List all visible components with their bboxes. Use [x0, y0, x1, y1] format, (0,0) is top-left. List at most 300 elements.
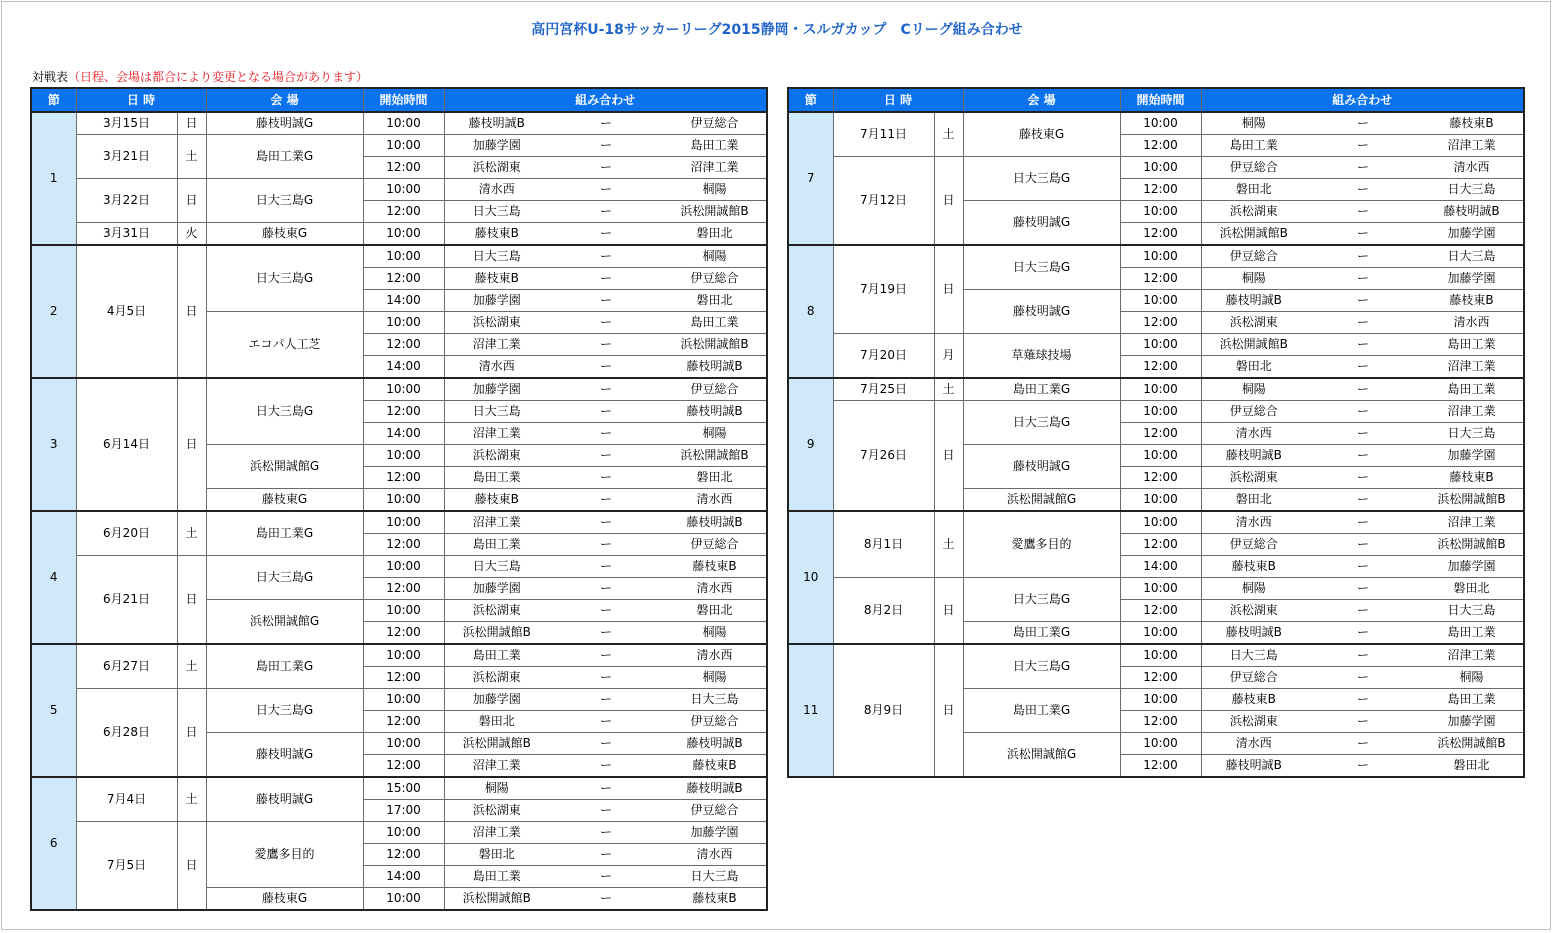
kickoff-time: 12:00: [363, 467, 444, 489]
round-number: 1: [31, 112, 76, 245]
match-weekday: 日: [177, 556, 206, 645]
home-team: 伊豆総合: [1201, 401, 1306, 423]
kickoff-time: 12:00: [1120, 312, 1201, 334]
kickoff-time: 12:00: [1120, 423, 1201, 445]
match-weekday: 日: [934, 157, 963, 246]
away-team: 桐陽: [663, 423, 767, 445]
home-team: 島田工業: [444, 467, 549, 489]
kickoff-time: 10:00: [1120, 622, 1201, 645]
kickoff-time: 12:00: [1120, 223, 1201, 246]
match-date: 3月21日: [76, 135, 177, 179]
match-row: [31, 822, 767, 844]
match-row: [788, 245, 1524, 268]
venue-name: 日大三島G: [206, 245, 363, 312]
away-team: 清水西: [663, 489, 767, 512]
home-team: 日大三島: [444, 245, 549, 268]
away-team: 島田工業: [1420, 378, 1524, 401]
versus-dash: ー: [1306, 689, 1420, 711]
match-row: [788, 157, 1524, 179]
versus-dash: ー: [1306, 378, 1420, 401]
versus-dash: ー: [1306, 135, 1420, 157]
venue-name: 浜松開誠館G: [206, 600, 363, 645]
versus-dash: ー: [1306, 223, 1420, 246]
away-team: 沼津工業: [663, 157, 767, 179]
away-team: 藤枝明誠B: [663, 511, 767, 534]
versus-dash: ー: [1306, 755, 1420, 778]
away-team: 磐田北: [663, 600, 767, 622]
kickoff-time: 12:00: [363, 578, 444, 600]
kickoff-time: 14:00: [363, 866, 444, 888]
match-weekday: 火: [177, 223, 206, 246]
kickoff-time: 10:00: [1120, 733, 1201, 755]
venue-name: 日大三島G: [963, 401, 1120, 445]
home-team: 沼津工業: [444, 755, 549, 778]
home-team: 桐陽: [1201, 578, 1306, 600]
kickoff-time: 12:00: [363, 667, 444, 689]
away-team: 伊豆総合: [663, 800, 767, 822]
away-team: 伊豆総合: [663, 378, 767, 401]
away-team: 藤枝東B: [663, 556, 767, 578]
versus-dash: ー: [1306, 356, 1420, 379]
kickoff-time: 12:00: [1120, 755, 1201, 778]
versus-dash: ー: [1306, 534, 1420, 556]
home-team: 日大三島: [1201, 644, 1306, 667]
round-number: 11: [788, 644, 833, 777]
venue-name: 藤枝明誠G: [963, 201, 1120, 246]
versus-dash: ー: [1306, 445, 1420, 467]
home-team: 藤枝明誠B: [444, 112, 549, 135]
venue-name: 島田工業G: [963, 622, 1120, 645]
header-row: [31, 88, 767, 112]
kickoff-time: 15:00: [363, 777, 444, 800]
match-date: 7月19日: [833, 245, 934, 334]
home-team: 磐田北: [1201, 489, 1306, 512]
away-team: 藤枝明誠B: [1420, 201, 1524, 223]
match-date: 3月22日: [76, 179, 177, 223]
away-team: 清水西: [1420, 157, 1524, 179]
home-team: 日大三島: [444, 401, 549, 423]
versus-dash: ー: [1306, 489, 1420, 512]
home-team: 清水西: [444, 356, 549, 379]
venue-name: 藤枝明誠G: [963, 290, 1120, 334]
home-team: 浜松開誠館B: [1201, 223, 1306, 246]
kickoff-time: 12:00: [363, 534, 444, 556]
match-weekday: 土: [177, 644, 206, 689]
match-date: 6月14日: [76, 378, 177, 511]
home-team: 日大三島: [444, 201, 549, 223]
venue-name: 浜松開誠館G: [963, 733, 1120, 778]
venue-name: 愛鷹多目的: [963, 511, 1120, 578]
away-team: 加藤学園: [1420, 711, 1524, 733]
header-date: 日 時: [76, 88, 206, 112]
venue-name: 日大三島G: [206, 556, 363, 600]
home-team: 磐田北: [444, 844, 549, 866]
match-weekday: 土: [177, 135, 206, 179]
kickoff-time: 12:00: [1120, 179, 1201, 201]
home-team: 浜松開誠館B: [444, 622, 549, 645]
round-number: 7: [788, 112, 833, 245]
away-team: 清水西: [663, 644, 767, 667]
home-team: 藤枝東B: [1201, 556, 1306, 578]
home-team: 加藤学園: [444, 689, 549, 711]
kickoff-time: 10:00: [1120, 401, 1201, 423]
away-team: 藤枝明誠B: [663, 356, 767, 379]
header-round: 節: [31, 88, 76, 112]
kickoff-time: 10:00: [1120, 578, 1201, 600]
kickoff-time: 10:00: [363, 888, 444, 911]
home-team: 磐田北: [1201, 356, 1306, 379]
away-team: 磐田北: [663, 467, 767, 489]
home-team: 伊豆総合: [1201, 667, 1306, 689]
home-team: 浜松湖東: [1201, 467, 1306, 489]
away-team: 藤枝明誠B: [663, 733, 767, 755]
kickoff-time: 12:00: [363, 755, 444, 778]
home-team: 藤枝東B: [444, 489, 549, 512]
home-team: 藤枝明誠B: [1201, 290, 1306, 312]
match-date: 7月26日: [833, 401, 934, 512]
home-team: 伊豆総合: [1201, 245, 1306, 268]
versus-dash: ー: [549, 755, 663, 778]
versus-dash: ー: [549, 822, 663, 844]
venue-name: 島田工業G: [963, 378, 1120, 401]
kickoff-time: 10:00: [363, 245, 444, 268]
match-date: 6月20日: [76, 511, 177, 556]
match-date: 7月12日: [833, 157, 934, 246]
venue-name: 島田工業G: [963, 689, 1120, 733]
versus-dash: ー: [549, 290, 663, 312]
home-team: 桐陽: [1201, 112, 1306, 135]
versus-dash: ー: [549, 622, 663, 645]
header-date: 日 時: [833, 88, 963, 112]
kickoff-time: 17:00: [363, 800, 444, 822]
match-row: [31, 179, 767, 201]
kickoff-time: 10:00: [363, 600, 444, 622]
home-team: 伊豆総合: [1201, 157, 1306, 179]
match-row: [31, 777, 767, 800]
away-team: 加藤学園: [663, 822, 767, 844]
match-weekday: 日: [177, 378, 206, 511]
venue-name: 草薙球技場: [963, 334, 1120, 379]
match-row: [788, 334, 1524, 356]
match-row: [31, 245, 767, 268]
kickoff-time: 12:00: [1120, 135, 1201, 157]
kickoff-time: 10:00: [363, 179, 444, 201]
home-team: 浜松湖東: [444, 800, 549, 822]
table-caption: [32, 68, 368, 85]
kickoff-time: 10:00: [1120, 445, 1201, 467]
venue-name: 藤枝東G: [206, 888, 363, 911]
venue-name: 日大三島G: [206, 689, 363, 733]
home-team: 加藤学園: [444, 290, 549, 312]
venue-name: 日大三島G: [963, 157, 1120, 201]
home-team: 浜松湖東: [444, 667, 549, 689]
versus-dash: ー: [549, 489, 663, 512]
match-row: [31, 223, 767, 246]
versus-dash: ー: [549, 112, 663, 135]
kickoff-time: 12:00: [1120, 711, 1201, 733]
match-date: 8月2日: [833, 578, 934, 645]
home-team: 清水西: [444, 179, 549, 201]
home-team: 桐陽: [1201, 268, 1306, 290]
kickoff-time: 12:00: [1120, 268, 1201, 290]
match-row: [31, 556, 767, 578]
versus-dash: ー: [549, 179, 663, 201]
match-weekday: 土: [177, 511, 206, 556]
venue-name: 浜松開誠館G: [206, 445, 363, 489]
versus-dash: ー: [549, 844, 663, 866]
kickoff-time: 12:00: [363, 844, 444, 866]
versus-dash: ー: [1306, 578, 1420, 600]
match-weekday: 日: [177, 822, 206, 911]
venue-name: 日大三島G: [963, 245, 1120, 290]
header-round: 節: [788, 88, 833, 112]
away-team: 沼津工業: [1420, 135, 1524, 157]
away-team: 加藤学園: [1420, 556, 1524, 578]
match-weekday: 日: [934, 245, 963, 334]
home-team: 沼津工業: [444, 423, 549, 445]
home-team: 清水西: [1201, 511, 1306, 534]
versus-dash: ー: [1306, 667, 1420, 689]
kickoff-time: 10:00: [1120, 378, 1201, 401]
away-team: 日大三島: [1420, 423, 1524, 445]
kickoff-time: 10:00: [1120, 689, 1201, 711]
match-row: [31, 689, 767, 711]
match-weekday: 日: [177, 179, 206, 223]
versus-dash: ー: [549, 511, 663, 534]
kickoff-time: 10:00: [363, 511, 444, 534]
round-number: 6: [31, 777, 76, 910]
venue-name: 日大三島G: [206, 378, 363, 445]
kickoff-time: 10:00: [363, 556, 444, 578]
versus-dash: ー: [549, 800, 663, 822]
venue-name: エコパ人工芝: [206, 312, 363, 379]
kickoff-time: 10:00: [1120, 644, 1201, 667]
versus-dash: ー: [549, 534, 663, 556]
kickoff-time: 14:00: [363, 356, 444, 379]
venue-name: 藤枝東G: [206, 489, 363, 512]
away-team: 藤枝東B: [663, 888, 767, 911]
home-team: 島田工業: [444, 866, 549, 888]
away-team: 藤枝明誠B: [663, 401, 767, 423]
away-team: 日大三島: [1420, 600, 1524, 622]
home-team: 藤枝明誠B: [1201, 445, 1306, 467]
home-team: 伊豆総合: [1201, 534, 1306, 556]
versus-dash: ー: [1306, 268, 1420, 290]
versus-dash: ー: [1306, 511, 1420, 534]
match-row: [788, 401, 1524, 423]
header-venue: 会 場: [206, 88, 363, 112]
home-team: 浜松湖東: [1201, 312, 1306, 334]
home-team: 加藤学園: [444, 378, 549, 401]
kickoff-time: 12:00: [1120, 600, 1201, 622]
kickoff-time: 10:00: [363, 733, 444, 755]
home-team: 桐陽: [1201, 378, 1306, 401]
venue-name: 藤枝明誠G: [206, 733, 363, 778]
home-team: 浜松湖東: [444, 445, 549, 467]
match-weekday: 土: [934, 511, 963, 578]
kickoff-time: 12:00: [363, 268, 444, 290]
away-team: 浜松開誠館B: [663, 445, 767, 467]
header-venue: 会 場: [963, 88, 1120, 112]
venue-name: 愛鷹多目的: [206, 822, 363, 888]
kickoff-time: 12:00: [363, 157, 444, 179]
versus-dash: ー: [1306, 644, 1420, 667]
away-team: 伊豆総合: [663, 711, 767, 733]
header-match: 組み合わせ: [444, 88, 767, 112]
versus-dash: ー: [549, 667, 663, 689]
versus-dash: ー: [1306, 245, 1420, 268]
round-number: 2: [31, 245, 76, 378]
versus-dash: ー: [549, 467, 663, 489]
match-row: [31, 112, 767, 135]
versus-dash: ー: [549, 711, 663, 733]
away-team: 磐田北: [1420, 755, 1524, 778]
match-row: [788, 644, 1524, 667]
away-team: 浜松開誠館B: [663, 334, 767, 356]
home-team: 清水西: [1201, 423, 1306, 445]
match-weekday: 日: [934, 401, 963, 512]
match-date: 3月31日: [76, 223, 177, 246]
home-team: 浜松湖東: [1201, 201, 1306, 223]
away-team: 清水西: [1420, 312, 1524, 334]
home-team: 沼津工業: [444, 822, 549, 844]
match-weekday: 日: [177, 112, 206, 135]
versus-dash: ー: [549, 733, 663, 755]
match-date: 8月1日: [833, 511, 934, 578]
versus-dash: ー: [549, 888, 663, 911]
versus-dash: ー: [549, 866, 663, 888]
away-team: 桐陽: [663, 667, 767, 689]
match-weekday: 日: [177, 245, 206, 378]
kickoff-time: 10:00: [363, 223, 444, 246]
versus-dash: ー: [1306, 157, 1420, 179]
kickoff-time: 12:00: [363, 401, 444, 423]
match-row: [788, 378, 1524, 401]
venue-name: 島田工業G: [206, 511, 363, 556]
home-team: 島田工業: [1201, 135, 1306, 157]
away-team: 浜松開誠館B: [663, 201, 767, 223]
away-team: 清水西: [663, 844, 767, 866]
versus-dash: ー: [549, 777, 663, 800]
kickoff-time: 10:00: [363, 112, 444, 135]
away-team: 藤枝明誠B: [663, 777, 767, 800]
versus-dash: ー: [549, 401, 663, 423]
venue-name: 日大三島G: [206, 179, 363, 223]
versus-dash: ー: [1306, 334, 1420, 356]
versus-dash: ー: [549, 157, 663, 179]
home-team: 藤枝東B: [444, 223, 549, 246]
page-title: 高円宮杯U-18サッカーリーグ2015静岡・スルガカップ Cリーグ組み合わせ: [531, 22, 1023, 38]
match-date: 6月27日: [76, 644, 177, 689]
away-team: 加藤学園: [1420, 268, 1524, 290]
home-team: 浜松湖東: [1201, 600, 1306, 622]
away-team: 島田工業: [1420, 689, 1524, 711]
kickoff-time: 10:00: [363, 822, 444, 844]
kickoff-time: 12:00: [1120, 356, 1201, 379]
home-team: 浜松開誠館B: [444, 733, 549, 755]
versus-dash: ー: [549, 445, 663, 467]
away-team: 伊豆総合: [663, 112, 767, 135]
kickoff-time: 14:00: [1120, 556, 1201, 578]
home-team: 加藤学園: [444, 135, 549, 157]
match-row: [788, 511, 1524, 534]
header-row: [788, 88, 1524, 112]
match-row: [31, 511, 767, 534]
match-weekday: 日: [934, 644, 963, 777]
away-team: 浜松開誠館B: [1420, 534, 1524, 556]
header-time: 開始時間: [363, 88, 444, 112]
versus-dash: ー: [1306, 711, 1420, 733]
kickoff-time: 10:00: [363, 445, 444, 467]
away-team: 桐陽: [663, 245, 767, 268]
versus-dash: ー: [549, 312, 663, 334]
home-team: 加藤学園: [444, 578, 549, 600]
away-team: 沼津工業: [1420, 356, 1524, 379]
versus-dash: ー: [1306, 622, 1420, 645]
versus-dash: ー: [1306, 290, 1420, 312]
kickoff-time: 10:00: [1120, 290, 1201, 312]
match-row: [788, 578, 1524, 600]
kickoff-time: 10:00: [363, 644, 444, 667]
match-weekday: 日: [934, 578, 963, 645]
venue-name: 日大三島G: [963, 578, 1120, 622]
versus-dash: ー: [549, 135, 663, 157]
away-team: 藤枝東B: [1420, 467, 1524, 489]
versus-dash: ー: [1306, 401, 1420, 423]
round-number: 5: [31, 644, 76, 777]
venue-name: 浜松開誠館G: [963, 489, 1120, 512]
match-weekday: 土: [934, 378, 963, 401]
away-team: 加藤学園: [1420, 445, 1524, 467]
versus-dash: ー: [549, 223, 663, 246]
away-team: 日大三島: [1420, 179, 1524, 201]
match-date: 8月9日: [833, 644, 934, 777]
kickoff-time: 10:00: [1120, 489, 1201, 512]
round-number: 10: [788, 511, 833, 644]
match-date: 7月4日: [76, 777, 177, 822]
venue-name: 日大三島G: [963, 644, 1120, 689]
versus-dash: ー: [1306, 112, 1420, 135]
kickoff-time: 12:00: [363, 711, 444, 733]
away-team: 伊豆総合: [663, 534, 767, 556]
versus-dash: ー: [1306, 556, 1420, 578]
kickoff-time: 10:00: [1120, 157, 1201, 179]
away-team: 沼津工業: [1420, 511, 1524, 534]
kickoff-time: 10:00: [1120, 334, 1201, 356]
kickoff-time: 10:00: [1120, 245, 1201, 268]
match-date: 7月11日: [833, 112, 934, 157]
header-match: 組み合わせ: [1201, 88, 1524, 112]
kickoff-time: 10:00: [363, 135, 444, 157]
away-team: 日大三島: [1420, 245, 1524, 268]
home-team: 浜松湖東: [444, 157, 549, 179]
kickoff-time: 12:00: [1120, 534, 1201, 556]
versus-dash: ー: [1306, 179, 1420, 201]
match-date: 7月20日: [833, 334, 934, 379]
home-team: 磐田北: [1201, 179, 1306, 201]
match-date: 7月25日: [833, 378, 934, 401]
versus-dash: ー: [549, 334, 663, 356]
home-team: 日大三島: [444, 556, 549, 578]
versus-dash: ー: [1306, 733, 1420, 755]
away-team: 磐田北: [663, 290, 767, 312]
versus-dash: ー: [549, 268, 663, 290]
home-team: 浜松湖東: [444, 600, 549, 622]
versus-dash: ー: [549, 423, 663, 445]
venue-name: 藤枝明誠G: [963, 445, 1120, 489]
kickoff-time: 14:00: [363, 423, 444, 445]
kickoff-time: 10:00: [363, 489, 444, 512]
